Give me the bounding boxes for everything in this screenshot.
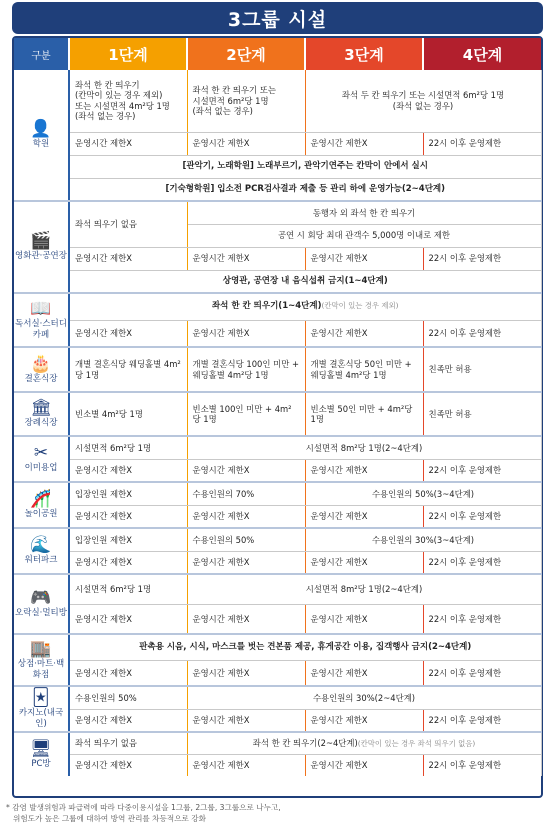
- funeral-stage3: 빈소별 50인 미만 + 4m²당 1명: [305, 392, 423, 436]
- title-bar: [12, 2, 543, 34]
- reading-stage2-hours: 운영시간 제한X: [187, 320, 305, 347]
- cinema-stage3-hours: 운영시간 제한X: [305, 247, 423, 270]
- pc-stage1-hours: 운영시간 제한X: [69, 754, 187, 776]
- beauty-stage2-hours: 운영시간 제한X: [187, 459, 305, 482]
- pc-stage4-hours: 22시 이후 운영제한: [423, 754, 541, 776]
- beauty-stage234-capacity: 시설면적 8m²당 1명(2~4단계): [187, 436, 541, 459]
- category-label: 영화관·공연장: [15, 251, 67, 262]
- cinema-stage2-hours: 운영시간 제한X: [187, 247, 305, 270]
- wedding-stage4: 친족만 허용: [423, 347, 541, 392]
- header-stage-2: 2단계: [187, 38, 305, 70]
- cinema-stage1-hours: 운영시간 제한X: [69, 247, 187, 270]
- gamepad-icon: 🎮: [30, 588, 52, 609]
- cell-note: (좌석 없는 경우): [192, 106, 253, 116]
- academy-stage2-hours: 운영시간 제한X: [187, 132, 305, 155]
- academy-music-rule: [관악기, 노래학원] 노래부르기, 관악기연주는 칸막이 안에서 실시: [69, 155, 541, 178]
- cinema-stage234-seating: 동행자 외 좌석 한 칸 띄우기: [187, 201, 541, 224]
- category-cinema: [14, 201, 69, 293]
- arcade-stage1-capacity: 시설면적 6m²당 1명: [69, 574, 187, 604]
- wedding-cake-icon: 🎂: [30, 353, 52, 374]
- cell-note: (좌석 없는 경우): [392, 100, 454, 111]
- beauty-stage1-capacity: 시설면적 6m²당 1명: [69, 436, 187, 459]
- store-stage2-hours: 운영시간 제한X: [187, 660, 305, 686]
- category-funeral: [14, 392, 69, 436]
- casino-stage4-hours: 22시 이후 운영제한: [423, 709, 541, 732]
- wedding-row: [14, 347, 541, 392]
- store-row-events: [14, 634, 541, 660]
- arcade-row-hours: [14, 604, 541, 634]
- cinema-row-hours: [14, 247, 541, 270]
- header-stage-3: 3단계: [305, 38, 423, 70]
- pc-row-hours: [14, 754, 541, 776]
- category-store: [14, 634, 69, 686]
- academy-stage1-capacity: [69, 70, 187, 132]
- reading-row-hours: [14, 320, 541, 347]
- store-events-rule: 판촉용 시음, 시식, 마스크를 벗는 견본품 제공, 휴게공간 이용, 집객행사 금지(2~4단계): [69, 634, 541, 660]
- casino-row-hours: [14, 709, 541, 732]
- water-row-capacity: [14, 528, 541, 551]
- store-icon: 🏬: [30, 638, 52, 659]
- reading-stage3-hours: 운영시간 제한X: [305, 320, 423, 347]
- pc-stage1-seating: 좌석 띄우기 없음: [69, 732, 187, 754]
- category-reading: [14, 293, 69, 347]
- category-label: PC방: [31, 758, 51, 769]
- footnote-line: 위험도가 높은 그룹에 대하여 방역 관리를 차등적으로 강화: [13, 814, 206, 824]
- category-label: 장례식장: [24, 418, 58, 429]
- academy-row-hours: [14, 132, 541, 155]
- arcade-stage2-hours: 운영시간 제한X: [187, 604, 305, 634]
- rules-table: [14, 38, 542, 776]
- cinema-stage4-hours: 22시 이후 운영제한: [423, 247, 541, 270]
- pc-stage3-hours: 운영시간 제한X: [305, 754, 423, 776]
- park-row-hours: [14, 505, 541, 528]
- cell-text: 시설면적 6m²당 1명: [192, 95, 269, 106]
- casino-row-capacity: [14, 686, 541, 709]
- cinema-food-rule: 상영관, 공연장 내 음식섭취 금지(1~4단계): [69, 270, 541, 293]
- arcade-stage4-hours: 22시 이후 운영제한: [423, 604, 541, 634]
- category-wedding: [14, 347, 69, 392]
- funeral-row: [14, 392, 541, 436]
- cell-note: (좌석 없는 경우): [75, 111, 136, 122]
- water-stage1-capacity: 입장인원 제한X: [69, 528, 187, 551]
- beauty-row-capacity: [14, 436, 541, 459]
- park-stage1-hours: 운영시간 제한X: [69, 505, 187, 528]
- wedding-stage3: 개별 결혼식당 50인 미만 + 웨딩홀별 4m²당 1명: [305, 347, 423, 392]
- academy-stage34-capacity: [305, 70, 541, 132]
- arcade-stage3-hours: 운영시간 제한X: [305, 604, 423, 634]
- header-stage-4: 4단계: [423, 38, 541, 70]
- water-stage3-hours: 운영시간 제한X: [305, 551, 423, 574]
- header-row: [14, 38, 541, 70]
- category-label: 워터파크: [24, 555, 58, 566]
- arcade-stage1-hours: 운영시간 제한X: [69, 604, 187, 634]
- store-stage1-hours: 운영시간 제한X: [69, 660, 187, 686]
- academy-stage1-hours: 운영시간 제한X: [69, 132, 187, 155]
- water-stage1-hours: 운영시간 제한X: [69, 551, 187, 574]
- store-stage4-hours: 22시 이후 운영제한: [423, 660, 541, 686]
- arcade-stage234-capacity: 시설면적 8m²당 1명(2~4단계): [187, 574, 541, 604]
- wedding-stage2: 개별 결혼식당 100인 미만 + 웨딩홀별 4m²당 1명: [187, 347, 305, 392]
- page-title: 3그룹 시설: [227, 8, 328, 31]
- casino-stage2-hours: 운영시간 제한X: [187, 709, 305, 732]
- pc-stage234-seating: [187, 732, 541, 754]
- park-row-capacity: [14, 482, 541, 505]
- category-label: 결혼식장: [24, 373, 58, 384]
- store-stage3-hours: 운영시간 제한X: [305, 660, 423, 686]
- funeral-stage4: 친족만 허용: [423, 392, 541, 436]
- academy-stage4-hours: 22시 이후 운영제한: [423, 132, 541, 155]
- arcade-row-capacity: [14, 574, 541, 604]
- park-stage2-hours: 운영시간 제한X: [187, 505, 305, 528]
- cards-icon: 🃏: [32, 688, 50, 708]
- academy-boarding-rule: [기숙형학원] 입소전 PCR검사결과 제출 등 관리 하에 운영가능(2~4단계): [69, 178, 541, 201]
- clapperboard-icon: 🎬: [30, 231, 52, 252]
- reading-seating-rule: [69, 293, 541, 320]
- academy-row-music: [14, 155, 541, 178]
- category-academy: [14, 70, 69, 201]
- header-category: 구분: [14, 38, 69, 70]
- academy-stage2-capacity: [187, 70, 305, 132]
- category-park: [14, 482, 69, 528]
- water-stage34-capacity: 수용인원의 30%(3~4단계): [305, 528, 541, 551]
- cell-note: (칸막이 있는 경우 제외): [321, 301, 399, 311]
- reading-stage4-hours: 22시 이후 운영제한: [423, 320, 541, 347]
- funeral-stage1: 빈소별 4m²당 1명: [69, 392, 187, 436]
- academy-stage3-hours: 운영시간 제한X: [305, 132, 423, 155]
- student-icon: 👤: [30, 119, 52, 140]
- water-stage2-hours: 운영시간 제한X: [187, 551, 305, 574]
- water-stage2-capacity: 수용인원의 50%: [187, 528, 305, 551]
- park-stage1-capacity: 입장인원 제한X: [69, 482, 187, 505]
- cell-note: (칸막이 있는 경우 좌석 띄우기 없음): [357, 739, 476, 749]
- cinema-row-seating: [14, 201, 541, 224]
- beauty-stage3-hours: 운영시간 제한X: [305, 459, 423, 482]
- cell-text: 좌석 한 칸 띄우기(1~4단계): [211, 301, 322, 312]
- store-row-hours: [14, 660, 541, 686]
- ride-icon: 🎢: [30, 489, 52, 510]
- beauty-row-hours: [14, 459, 541, 482]
- reading-stage1-hours: 운영시간 제한X: [69, 320, 187, 347]
- water-park-icon: 🌊: [30, 535, 52, 556]
- scissors-icon: ✂: [33, 443, 49, 464]
- reading-row-seating: [14, 293, 541, 320]
- category-label: 오락실·멀티방: [15, 608, 67, 619]
- academy-row-boarding: [14, 178, 541, 201]
- category-casino: [14, 686, 69, 732]
- cinema-stage234-audience: 공연 시 회당 최대 관객수 5,000명 이내로 제한: [187, 224, 541, 247]
- cell-text: 좌석 한 칸 띄우기: [75, 79, 140, 90]
- book-icon: 📖: [30, 298, 52, 319]
- wedding-stage1: 개별 결혼식당 웨딩홀별 4m²당 1명: [69, 347, 187, 392]
- category-label: 상점·마트·백화점: [17, 658, 65, 680]
- cell-text: 좌석 한 칸 띄우기(2~4단계): [252, 738, 358, 749]
- footnote-line: * 감염 발생위험과 파급력에 따라 다중이용시설을 1그룹, 2그룹, 3그룹으로 나누고,: [6, 803, 281, 812]
- category-pc: [14, 732, 69, 776]
- category-label: 이미용업: [24, 463, 58, 474]
- cell-text: 좌석 두 칸 띄우기 또는 시설면적 6m²당 1명: [341, 90, 505, 101]
- cell-note: (칸막이 있는 경우 제외): [75, 90, 163, 101]
- pc-row-seating: [14, 732, 541, 754]
- beauty-stage4-hours: 22시 이후 운영제한: [423, 459, 541, 482]
- rules-table-frame: [12, 36, 543, 798]
- footnote: [6, 802, 546, 825]
- park-stage2-capacity: 수용인원의 70%: [187, 482, 305, 505]
- water-stage4-hours: 22시 이후 운영제한: [423, 551, 541, 574]
- computer-icon: 🖥: [30, 738, 52, 759]
- pc-stage2-hours: 운영시간 제한X: [187, 754, 305, 776]
- category-water: [14, 528, 69, 574]
- park-stage4-hours: 22시 이후 운영제한: [423, 505, 541, 528]
- category-label: 학원: [32, 139, 50, 150]
- funeral-stage2: 빈소별 100인 미만 + 4m²당 1명: [187, 392, 305, 436]
- beauty-stage1-hours: 운영시간 제한X: [69, 459, 187, 482]
- funeral-hall-icon: 🏛: [30, 398, 52, 419]
- cell-text: 좌석 한 칸 띄우기 또는: [192, 85, 276, 95]
- casino-stage1-capacity: 수용인원의 50%: [69, 686, 187, 709]
- cinema-stage1-seating: 좌석 띄우기 없음: [69, 201, 187, 247]
- academy-row-capacity: [14, 70, 541, 132]
- category-label: 카지노(내국인): [18, 708, 64, 729]
- casino-stage1-hours: 운영시간 제한X: [69, 709, 187, 732]
- park-stage3-hours: 운영시간 제한X: [305, 505, 423, 528]
- casino-stage3-hours: 운영시간 제한X: [305, 709, 423, 732]
- cell-text: 또는 시설면적 4m²당 1명: [75, 100, 170, 111]
- casino-stage234-capacity: 수용인원의 30%(2~4단계): [187, 686, 541, 709]
- category-label: 놀이공원: [24, 509, 58, 520]
- cinema-row-food: [14, 270, 541, 293]
- header-stage-1: 1단계: [69, 38, 187, 70]
- category-beauty: [14, 436, 69, 482]
- category-arcade: [14, 574, 69, 634]
- category-label: 독서실·스터디카페: [15, 318, 67, 340]
- park-stage34-capacity: 수용인원의 50%(3~4단계): [305, 482, 541, 505]
- water-row-hours: [14, 551, 541, 574]
